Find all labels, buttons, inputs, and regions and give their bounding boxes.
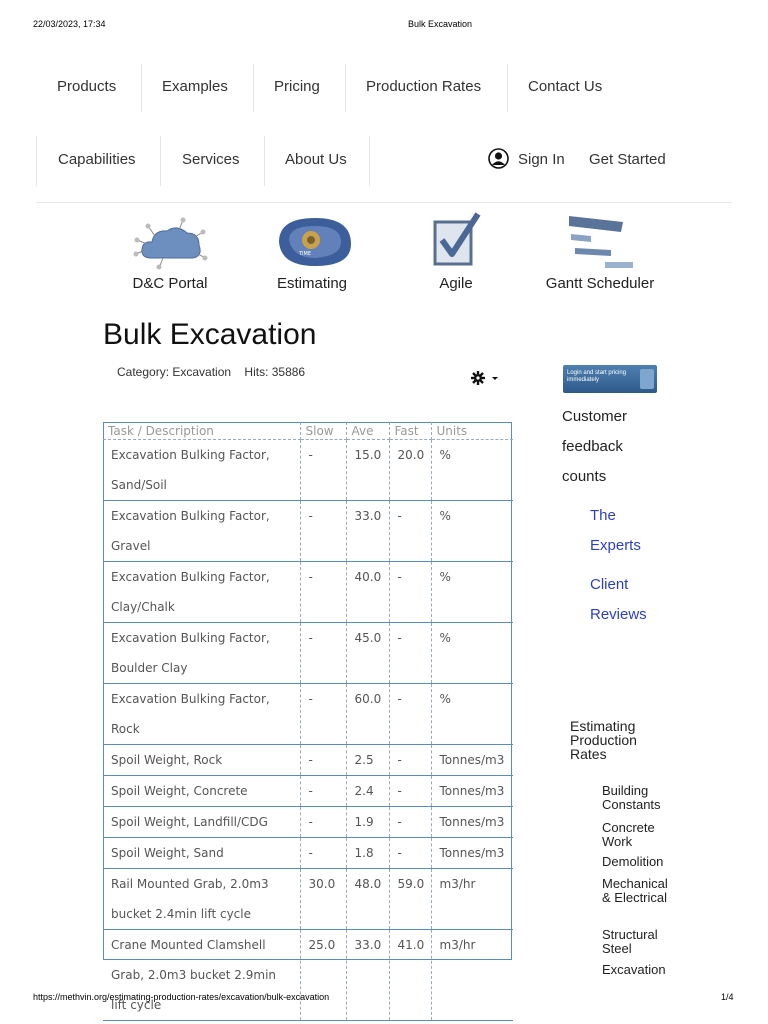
cell-units: % [431,501,513,562]
cell-slow: 25.0 [300,930,346,1021]
cell-ave: 33.0 [346,930,389,1021]
app-label-estimating[interactable]: Estimating [276,275,348,292]
table-row [103,838,513,869]
cell-ave: 48.0 [346,869,389,930]
cell-description: Spoil Weight, Landfill/CDG [103,807,300,838]
table-row [103,930,513,1021]
cell-fast: - [389,562,431,623]
cell-slow: - [300,776,346,807]
cell-ave: 2.5 [346,745,389,776]
estimating-rates-heading: Estimating Production Rates [570,718,637,762]
table-row [103,684,513,745]
cell-fast: 59.0 [389,869,431,930]
rates-link-mechanical-electrical[interactable]: Mechanical & Electrical [602,876,668,905]
cell-slow: - [300,501,346,562]
cell-description: Crane Mounted Clamshell Grab, 2.0m3 bucket 2.9min lift cycle [103,930,300,1021]
nav-production-rates[interactable]: Production Rates [366,78,482,95]
table-header-row [103,422,513,440]
col-header-task: Task / Description [103,422,300,440]
cell-description: Excavation Bulking Factor, Rock [103,684,300,745]
print-page-title: Bulk Excavation [408,19,473,29]
sign-in-link[interactable]: Sign In [518,151,565,168]
cell-slow: - [300,562,346,623]
cell-slow: - [300,745,346,776]
login-banner-text: Login and start pricing immediately [567,370,627,383]
cell-description: Excavation Bulking Factor, Clay/Chalk [103,562,300,623]
table-row [103,562,513,623]
cell-ave: 33.0 [346,501,389,562]
nav-contact-us[interactable]: Contact Us [528,78,603,95]
nav-examples[interactable]: Examples [162,78,228,95]
nav-divider [369,136,370,186]
nav-about-us[interactable]: About Us [285,151,347,168]
cell-description: Spoil Weight, Rock [103,745,300,776]
cell-fast: - [389,807,431,838]
cell-units: % [431,623,513,684]
col-header-slow: Slow [300,422,346,440]
nav-pricing[interactable]: Pricing [274,78,320,95]
col-header-fast: Fast [389,422,431,440]
feedback-line-2: feedback [562,438,623,455]
rates-link-structural-steel[interactable]: Structural Steel [602,927,658,956]
cell-slow: - [300,440,346,501]
gear-icon [471,370,503,386]
cell-fast: - [389,745,431,776]
app-label-dc-portal[interactable]: D&C Portal [132,275,208,292]
print-footer-url: https://methvin.org/estimating-production-rates/excavation/bulk-excavation [33,992,330,1002]
feedback-line-1: Customer [562,408,628,425]
table-row [103,501,513,562]
cell-ave: 60.0 [346,684,389,745]
cell-description: Spoil Weight, Concrete [103,776,300,807]
nav-capabilities[interactable]: Capabilities [58,151,136,168]
nav-divider [36,136,37,186]
rates-link-building-constants[interactable]: Building Constants [602,783,661,812]
cell-ave: 1.8 [346,838,389,869]
cell-fast: - [389,684,431,745]
header-divider [36,202,732,203]
category-label: Category: Excavation [117,365,232,379]
rates-link-excavation[interactable]: Excavation [602,962,666,977]
gantt-bars-icon[interactable] [565,210,635,270]
feedback-line-3: counts [562,468,607,485]
print-datetime: 22/03/2023, 17:34 [33,19,106,29]
nav-divider [507,64,508,112]
cloud-network-icon[interactable] [133,214,209,270]
cell-ave: 40.0 [346,562,389,623]
cell-slow: - [300,684,346,745]
cell-units: % [431,440,513,501]
print-footer-page: 1/4 [721,992,734,1002]
rates-link-demolition[interactable]: Demolition [602,854,664,869]
production-rates-table [103,422,513,1021]
article-meta [117,365,305,379]
table-row [103,745,513,776]
link-text[interactable]: Client [590,576,629,593]
nav-divider [264,136,265,186]
cell-ave: 15.0 [346,440,389,501]
link-text[interactable]: The [590,507,616,524]
svg-text:TIME: TIME [299,251,312,257]
nav-services[interactable]: Services [182,151,240,168]
cell-description: Spoil Weight, Sand [103,838,300,869]
table-row [103,623,513,684]
checkbox-icon[interactable] [432,210,484,270]
cell-ave: 2.4 [346,776,389,807]
cell-slow: - [300,807,346,838]
nav-products[interactable]: Products [57,78,117,95]
cell-fast: - [389,623,431,684]
cell-description: Excavation Bulking Factor, Gravel [103,501,300,562]
rates-link-concrete-work[interactable]: Concrete Work [602,820,655,849]
cell-description: Excavation Bulking Factor, Sand/Soil [103,440,300,501]
cell-slow: 30.0 [300,869,346,930]
cell-fast: 20.0 [389,440,431,501]
app-label-agile[interactable]: Agile [439,275,473,292]
cell-units: % [431,562,513,623]
cell-description: Rail Mounted Grab, 2.0m3 bucket 2.4min lift cycle [103,869,300,930]
hits-count: Hits: 35886 [244,365,306,379]
user-icon[interactable] [488,148,509,169]
cell-units: m3/hr [431,869,513,930]
cell-fast: 41.0 [389,930,431,1021]
nav-divider [345,64,346,112]
cell-fast: - [389,776,431,807]
cell-units: Tonnes/m3 [431,838,513,869]
login-banner-button[interactable] [563,365,657,393]
table-row [103,440,513,501]
cell-units: m3/hr [431,930,513,1021]
link-text[interactable]: Reviews [590,606,647,623]
link-text[interactable]: Experts [590,537,641,554]
cell-slow: - [300,838,346,869]
table-row [103,807,513,838]
table-row [103,869,513,930]
col-header-units: Units [431,422,513,440]
page-title: Bulk Excavation [103,318,317,351]
cell-units: Tonnes/m3 [431,745,513,776]
cell-slow: - [300,623,346,684]
cell-ave: 45.0 [346,623,389,684]
cell-description: Excavation Bulking Factor, Boulder Clay [103,623,300,684]
cell-units: Tonnes/m3 [431,807,513,838]
cell-units: % [431,684,513,745]
cell-units: Tonnes/m3 [431,776,513,807]
banner-arrow-icon [640,369,654,389]
cell-fast: - [389,501,431,562]
estimating-gear-icon[interactable] [275,212,353,270]
app-label-gantt-scheduler[interactable]: Gantt Scheduler [545,275,655,292]
get-started-link[interactable]: Get Started [589,151,666,168]
article-tools-dropdown[interactable] [471,370,503,386]
col-header-ave: Ave [346,422,389,440]
cell-fast: - [389,838,431,869]
nav-divider [160,136,161,186]
nav-divider [253,64,254,112]
table-row [103,776,513,807]
nav-divider [141,64,142,112]
cell-ave: 1.9 [346,807,389,838]
